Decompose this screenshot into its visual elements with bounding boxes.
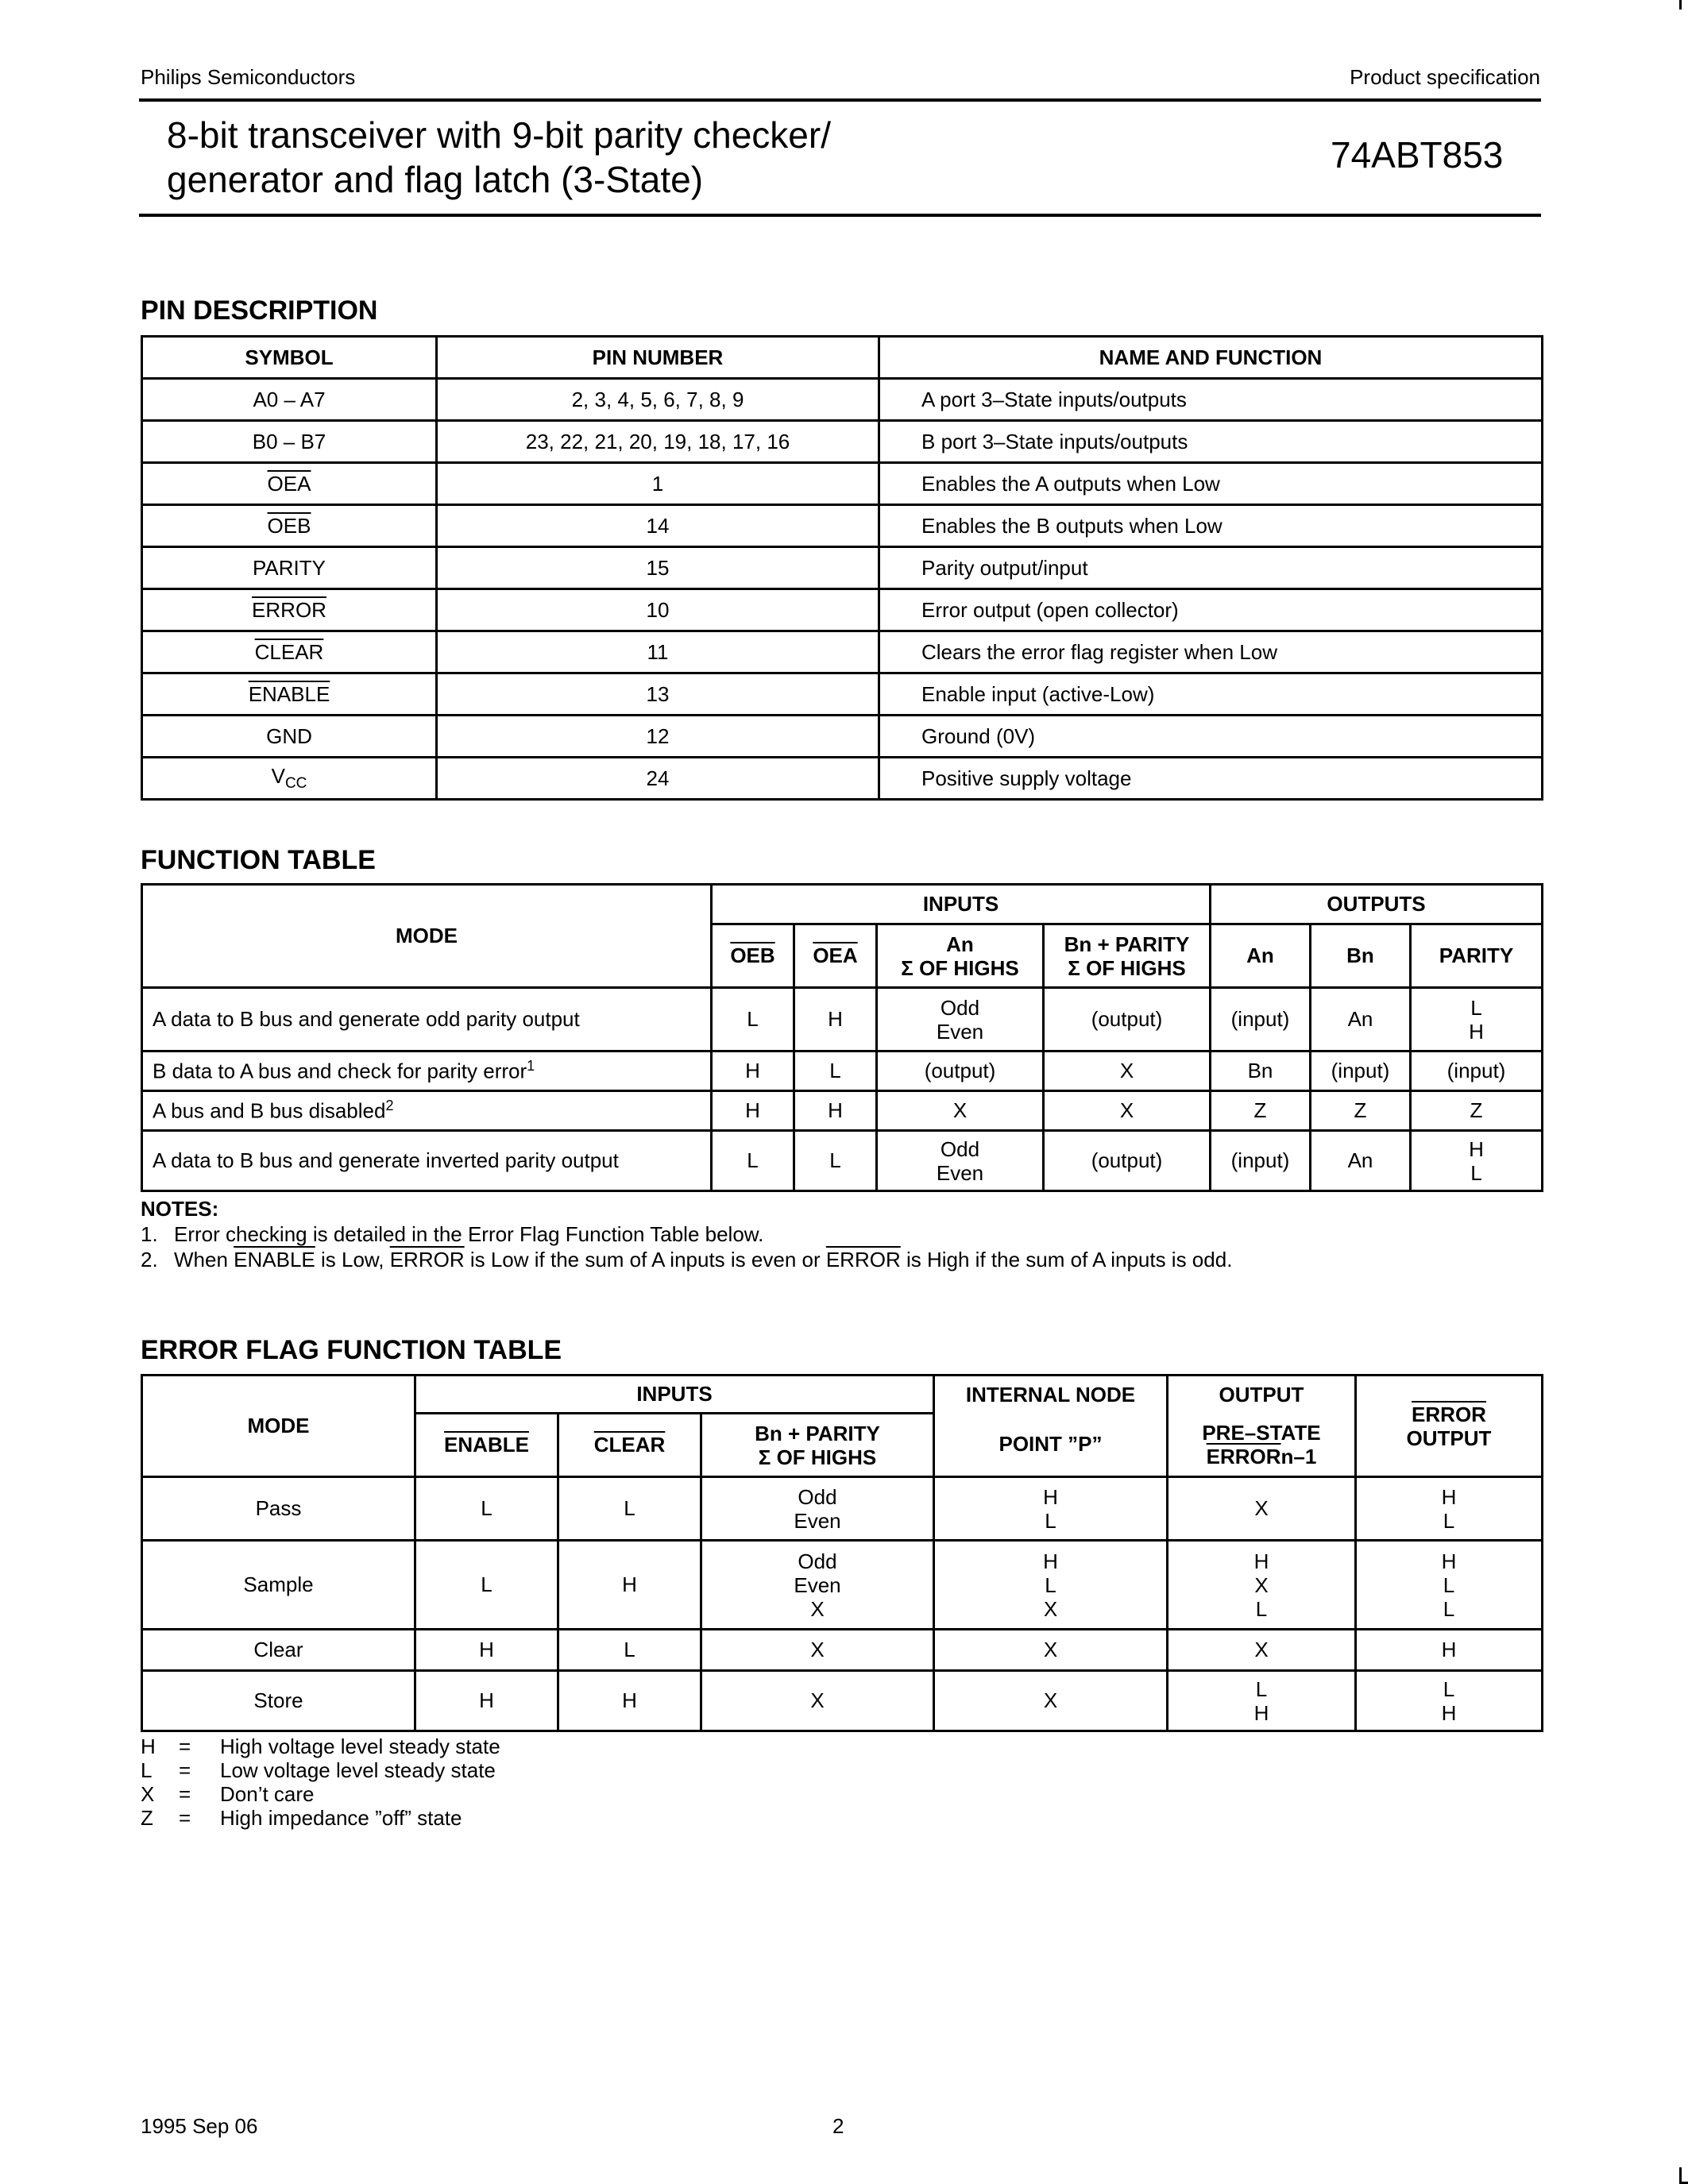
pin-description-title: PIN DESCRIPTION xyxy=(141,295,378,326)
cell-line: Odd xyxy=(798,1549,837,1573)
clear-cell: H xyxy=(558,1671,701,1731)
cell-line: H xyxy=(1469,1136,1484,1161)
pin-symbol xyxy=(142,463,437,505)
header-line: Bn + PARITY xyxy=(1064,932,1190,956)
table-row xyxy=(142,631,1543,673)
cell-line: Even xyxy=(936,1160,984,1185)
table-row xyxy=(142,379,1543,421)
header-line: Σ OF HIGHS xyxy=(758,1445,877,1469)
pin-function: Enables the A outputs when Low xyxy=(879,463,1543,505)
pin-number: 23, 22, 21, 20, 19, 18, 17, 16 xyxy=(437,421,879,463)
pre-state-cell xyxy=(1168,1541,1356,1630)
bn-parity-cell: X xyxy=(1044,1091,1211,1131)
point-p-cell xyxy=(934,1477,1168,1541)
header-line: PRE–STATE xyxy=(1202,1420,1321,1445)
col-header-outputs: OUTPUTS xyxy=(1211,885,1543,924)
legend-item xyxy=(141,1758,500,1782)
legend-key: X xyxy=(141,1782,155,1806)
pin-function: Parity output/input xyxy=(879,547,1543,589)
note-text: When xyxy=(174,1248,234,1271)
legend-value: Don’t care xyxy=(220,1782,315,1806)
col-header-symbol: SYMBOL xyxy=(142,337,437,379)
col-header-error-output xyxy=(1356,1376,1543,1477)
mode-cell xyxy=(142,1051,712,1091)
pin-function: B port 3–State inputs/outputs xyxy=(879,421,1543,463)
pin-symbol xyxy=(142,505,437,547)
enable-cell: H xyxy=(415,1630,558,1671)
out-an-cell: Z xyxy=(1211,1091,1311,1131)
legend xyxy=(141,1734,500,1830)
mode-cell: A data to B bus and generate inverted parity output xyxy=(142,1131,712,1191)
error-output-cell xyxy=(1356,1541,1543,1630)
header-line: Σ OF HIGHS xyxy=(901,955,1019,980)
error-flag-table-title: ERROR FLAG FUNCTION TABLE xyxy=(141,1335,562,1365)
enable-cell: L xyxy=(415,1477,558,1541)
table-row xyxy=(142,988,1543,1051)
cell-line: L xyxy=(1045,1572,1056,1597)
title-line-1: 8-bit transceiver with 9-bit parity checker/ xyxy=(167,114,831,156)
bn-parity-cell xyxy=(701,1541,934,1630)
pin-function: Enables the B outputs when Low xyxy=(879,505,1543,547)
note-text: is High if the sum of A inputs is odd. xyxy=(900,1248,1233,1271)
cell-line: X xyxy=(1043,1596,1058,1621)
header-suffix: n–1 xyxy=(1280,1444,1317,1468)
mode-cell: Store xyxy=(142,1671,415,1731)
oeb-cell: L xyxy=(712,988,794,1051)
out-an-cell: (input) xyxy=(1211,1131,1311,1191)
note-text: is Low, xyxy=(315,1248,390,1271)
mode-cell: Clear xyxy=(142,1630,415,1671)
oeb-cell: H xyxy=(712,1091,794,1131)
col-header-bn-parity-highs xyxy=(701,1414,934,1477)
out-parity-cell: Z xyxy=(1411,1091,1543,1131)
col-header-pin-number: PIN NUMBER xyxy=(437,337,879,379)
table-row xyxy=(142,1131,1543,1191)
note-text: Error checking is detailed in the Error Flag Function Table below. xyxy=(174,1222,764,1246)
table-row xyxy=(142,1477,1543,1541)
note-2 xyxy=(141,1247,1232,1272)
pin-symbol-text: V xyxy=(271,763,285,788)
col-header-oeb xyxy=(712,924,794,988)
an-highs-cell xyxy=(877,988,1044,1051)
pre-state-cell xyxy=(1168,1671,1356,1731)
pin-number: 11 xyxy=(437,631,879,673)
cell-line: H xyxy=(1469,1019,1484,1044)
pin-description-table xyxy=(141,335,1543,801)
cell-line: L xyxy=(1045,1508,1056,1533)
pin-number: 2, 3, 4, 5, 6, 7, 8, 9 xyxy=(437,379,879,421)
table-row xyxy=(142,758,1543,800)
header-signal: ERROR xyxy=(1206,1444,1281,1468)
pin-number: 14 xyxy=(437,505,879,547)
out-bn-cell: Z xyxy=(1311,1091,1411,1131)
clear-cell: H xyxy=(558,1541,701,1630)
header-line: Σ OF HIGHS xyxy=(1068,955,1186,980)
oeb-cell: L xyxy=(712,1131,794,1191)
cell-line: Even xyxy=(794,1508,841,1533)
oea-cell: H xyxy=(794,1091,877,1131)
error-output-cell: H xyxy=(1356,1630,1543,1671)
title-line-2: generator and flag latch (3-State) xyxy=(167,159,704,200)
bn-parity-cell: (output) xyxy=(1044,1131,1211,1191)
col-header-clear-text: CLEAR xyxy=(593,1433,666,1457)
out-bn-cell: An xyxy=(1311,988,1411,1051)
error-output-cell xyxy=(1356,1671,1543,1731)
col-header-mode: MODE xyxy=(142,1376,415,1477)
col-header-name-function: NAME AND FUNCTION xyxy=(879,337,1543,379)
an-highs-cell xyxy=(877,1131,1044,1191)
oea-cell: H xyxy=(794,988,877,1051)
out-an-cell: (input) xyxy=(1211,988,1311,1051)
out-parity-cell xyxy=(1411,988,1543,1051)
note-signal: ENABLE xyxy=(234,1248,315,1271)
crop-mark-top xyxy=(1679,0,1688,10)
pin-symbol xyxy=(142,673,437,716)
cell-line: Even xyxy=(936,1019,984,1044)
note-text: is Low if the sum of A inputs is even or xyxy=(464,1248,826,1271)
cell-line: H xyxy=(1253,1549,1269,1573)
col-header-output: OUTPUT xyxy=(1168,1376,1356,1414)
out-bn-cell: (input) xyxy=(1311,1051,1411,1091)
an-highs-cell: (output) xyxy=(877,1051,1044,1091)
col-header-inputs: INPUTS xyxy=(712,885,1211,924)
note-signal: ERROR xyxy=(389,1248,465,1271)
table-row xyxy=(142,421,1543,463)
point-p-cell: X xyxy=(934,1671,1168,1731)
cell-line: Even xyxy=(794,1572,841,1597)
pin-symbol: PARITY xyxy=(142,547,437,589)
pin-function: Ground (0V) xyxy=(879,716,1543,758)
crop-mark-bottom xyxy=(1679,2167,1688,2184)
table-row xyxy=(142,547,1543,589)
pin-symbol-text: $\overline{OEA}$ xyxy=(267,471,311,496)
pin-symbol-text: $\overline{OEB}$ xyxy=(267,513,311,538)
table-row xyxy=(142,1541,1543,1630)
clear-cell: L xyxy=(558,1477,701,1541)
bn-parity-cell: X xyxy=(701,1630,934,1671)
note-ref: 1 xyxy=(527,1058,535,1075)
col-header-clear xyxy=(558,1414,701,1477)
out-bn-cell: An xyxy=(1311,1131,1411,1191)
enable-cell: L xyxy=(415,1541,558,1630)
legend-value: High voltage level steady state xyxy=(220,1734,500,1758)
cell-line: H xyxy=(1043,1484,1058,1509)
legend-key: Z xyxy=(141,1806,153,1830)
col-header-out-an: An xyxy=(1211,924,1311,988)
col-header-oea-text: $\overline{OEA}$ xyxy=(813,943,858,967)
col-header-out-bn: Bn xyxy=(1311,924,1411,988)
pin-number: 15 xyxy=(437,547,879,589)
col-header-enable xyxy=(415,1414,558,1477)
legend-equals: = xyxy=(179,1758,191,1782)
table-row xyxy=(142,505,1543,547)
note-signal: ERROR xyxy=(825,1248,901,1271)
col-header-enable-text: ENABLE xyxy=(444,1433,529,1457)
part-number: 74ABT853 xyxy=(1331,134,1504,176)
mode-text: B data to A bus and check for parity error xyxy=(153,1059,527,1083)
col-header-pre-state xyxy=(1168,1414,1356,1477)
col-header-oea xyxy=(794,924,877,988)
oea-cell: L xyxy=(794,1131,877,1191)
mode-cell: A data to B bus and generate odd parity output xyxy=(142,988,712,1051)
function-table xyxy=(141,883,1543,1192)
document-type: Product specification xyxy=(1350,65,1540,89)
mode-cell: Sample xyxy=(142,1541,415,1630)
bn-parity-cell: (output) xyxy=(1044,988,1211,1051)
pin-number: 10 xyxy=(437,589,879,631)
out-parity-cell: (input) xyxy=(1411,1051,1543,1091)
pre-state-cell: X xyxy=(1168,1630,1356,1671)
pin-function: A port 3–State inputs/outputs xyxy=(879,379,1543,421)
table-row xyxy=(142,716,1543,758)
pin-symbol-subscript: CC xyxy=(284,775,307,793)
pin-number: 13 xyxy=(437,673,879,716)
cell-line: L xyxy=(1255,1596,1268,1621)
col-header-internal-node: INTERNAL NODE xyxy=(934,1376,1168,1414)
col-header-inputs: INPUTS xyxy=(415,1376,934,1414)
oeb-cell: H xyxy=(712,1051,794,1091)
legend-equals: = xyxy=(179,1782,191,1806)
note-1 xyxy=(141,1221,1232,1247)
pin-function: Error output (open collector) xyxy=(879,589,1543,631)
cell-line: L xyxy=(1255,1677,1268,1701)
legend-key: H xyxy=(141,1734,156,1758)
clear-cell: L xyxy=(558,1630,701,1671)
pin-number: 1 xyxy=(437,463,879,505)
cell-line: Odd xyxy=(940,1136,980,1161)
error-flag-table xyxy=(141,1374,1543,1732)
cell-line: H xyxy=(1441,1484,1457,1509)
mode-text: A bus and B bus disabled xyxy=(153,1098,386,1123)
header-line xyxy=(1168,1445,1354,1468)
out-parity-cell xyxy=(1411,1131,1543,1191)
legend-item xyxy=(141,1806,500,1830)
an-highs-cell: X xyxy=(877,1091,1044,1131)
out-an-cell: Bn xyxy=(1211,1051,1311,1091)
cell-line: X xyxy=(810,1596,825,1621)
col-header-out-parity: PARITY xyxy=(1411,924,1543,988)
legend-equals: = xyxy=(179,1806,191,1830)
legend-key: L xyxy=(141,1758,153,1782)
cell-line: Odd xyxy=(940,995,980,1020)
cell-line: Odd xyxy=(798,1484,837,1509)
col-header-bn-parity-highs xyxy=(1044,924,1211,988)
pin-function: Clears the error flag register when Low xyxy=(879,631,1543,673)
pin-symbol xyxy=(142,758,437,800)
table-row xyxy=(142,1091,1543,1131)
pin-function: Positive supply voltage xyxy=(879,758,1543,800)
notes-title: NOTES: xyxy=(141,1197,219,1221)
col-header-oeb-text: $\overline{OEB}$ xyxy=(730,943,775,967)
table-row xyxy=(142,1671,1543,1731)
header-line: Bn + PARITY xyxy=(755,1421,880,1445)
pin-symbol: A0 – A7 xyxy=(142,379,437,421)
note-number: 1. xyxy=(141,1222,158,1246)
pin-symbol: GND xyxy=(142,716,437,758)
cell-line: H xyxy=(1253,1700,1269,1725)
header-rule-top xyxy=(139,98,1541,102)
company-name: Philips Semiconductors xyxy=(141,65,356,89)
col-header-mode: MODE xyxy=(142,885,712,988)
mode-cell: Pass xyxy=(142,1477,415,1541)
pin-number: 24 xyxy=(437,758,879,800)
table-row xyxy=(142,673,1543,716)
table-row xyxy=(142,1051,1543,1091)
function-table-title: FUNCTION TABLE xyxy=(141,845,376,875)
pin-symbol xyxy=(142,589,437,631)
pin-function: Enable input (active-Low) xyxy=(879,673,1543,716)
pin-number: 12 xyxy=(437,716,879,758)
page-number: 2 xyxy=(832,2114,844,2138)
pin-symbol-text: ENABLE xyxy=(248,681,330,706)
cell-line: L xyxy=(1470,995,1482,1020)
notes xyxy=(141,1196,1232,1272)
col-header-an-highs xyxy=(877,924,1044,988)
pin-symbol-text: CLEAR xyxy=(254,639,324,664)
pin-symbol xyxy=(142,631,437,673)
error-output-cell xyxy=(1356,1477,1543,1541)
bn-parity-cell xyxy=(701,1477,934,1541)
note-number: 2. xyxy=(141,1248,158,1271)
cell-line: H xyxy=(1441,1700,1457,1725)
col-header-point-p: POINT ”P” xyxy=(934,1414,1168,1477)
mode-cell xyxy=(142,1091,712,1131)
pin-symbol-text: ERROR xyxy=(252,597,326,622)
cell-line: L xyxy=(1443,1596,1455,1621)
pin-symbol: B0 – B7 xyxy=(142,421,437,463)
legend-value: Low voltage level steady state xyxy=(220,1758,496,1782)
enable-cell: H xyxy=(415,1671,558,1731)
table-row xyxy=(142,589,1543,631)
cell-line: H xyxy=(1441,1549,1457,1573)
point-p-cell: X xyxy=(934,1630,1168,1671)
cell-line: L xyxy=(1443,1572,1455,1597)
bn-parity-cell: X xyxy=(1044,1051,1211,1091)
table-row xyxy=(142,1630,1543,1671)
legend-equals: = xyxy=(179,1734,191,1758)
header-line: OUTPUT xyxy=(1406,1426,1492,1450)
header-rule-bottom xyxy=(139,214,1541,217)
legend-item xyxy=(141,1782,500,1806)
cell-line: H xyxy=(1043,1549,1058,1573)
legend-item xyxy=(141,1734,500,1758)
legend-value: High impedance ”off” state xyxy=(220,1806,462,1830)
header-line: ERROR xyxy=(1412,1402,1486,1426)
bn-parity-cell: X xyxy=(701,1671,934,1731)
pre-state-cell: X xyxy=(1168,1477,1356,1541)
cell-line: X xyxy=(1254,1572,1269,1597)
header-line: An xyxy=(946,932,974,956)
document-title xyxy=(167,113,831,202)
footer-date: 1995 Sep 06 xyxy=(141,2114,258,2138)
table-row xyxy=(142,463,1543,505)
oea-cell: L xyxy=(794,1051,877,1091)
cell-line: L xyxy=(1470,1160,1482,1185)
note-ref: 2 xyxy=(385,1098,394,1114)
cell-line: L xyxy=(1443,1677,1455,1701)
cell-line: L xyxy=(1443,1508,1455,1533)
point-p-cell xyxy=(934,1541,1168,1630)
